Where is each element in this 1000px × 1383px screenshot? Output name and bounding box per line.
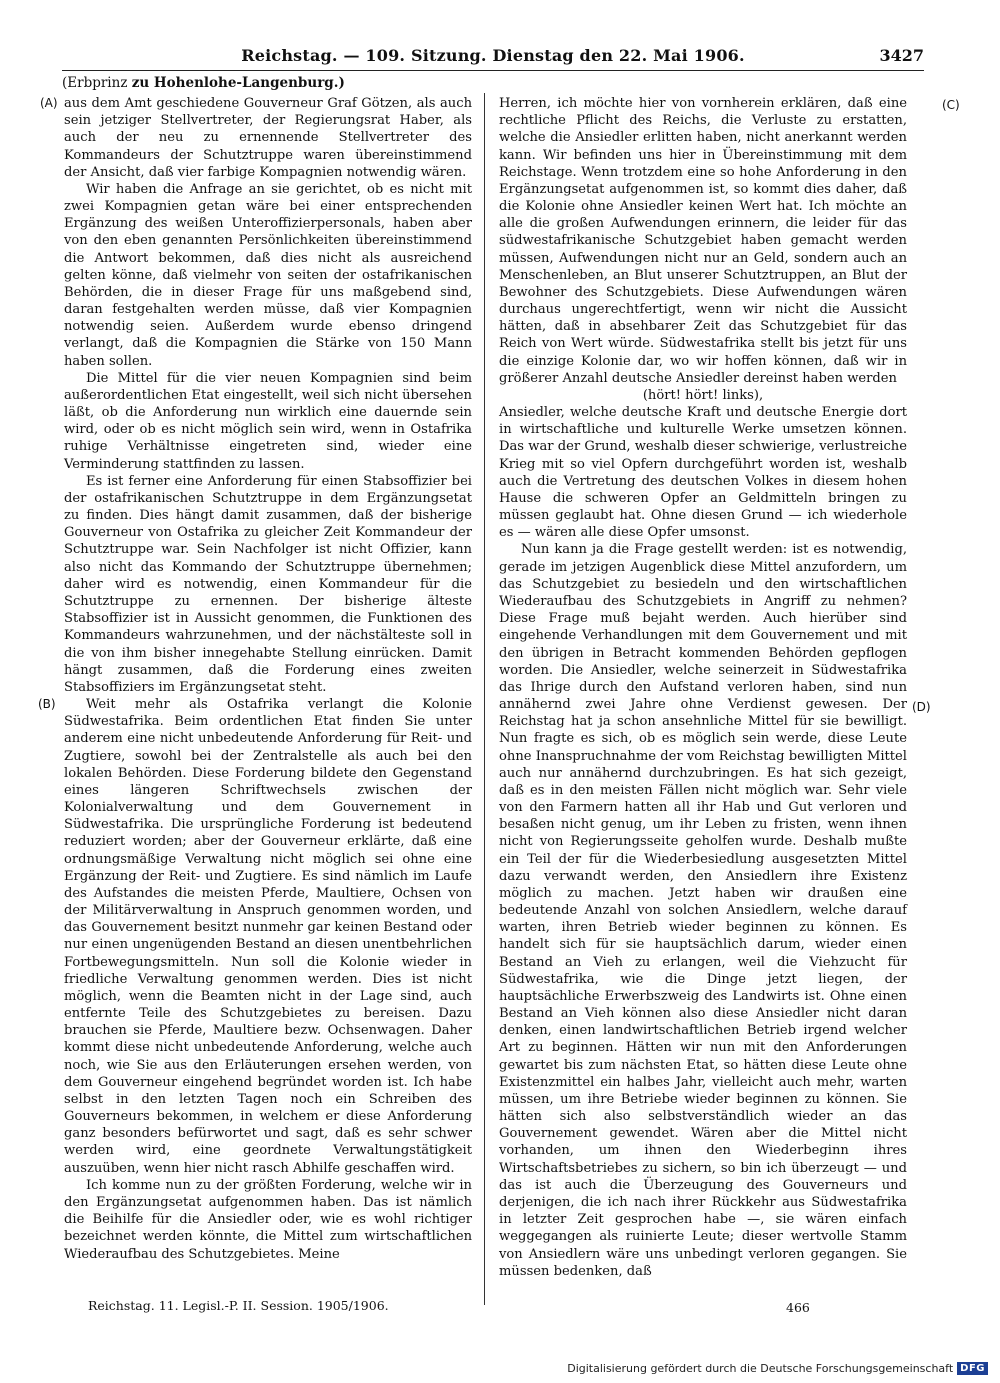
paragraph: Wir haben die Anfrage an sie gerichtet, ob es nicht mit zwei Kompagnien getan wäre bei einer entsprechenden Ergänzung des weißen Unteroffizierpersonals, haben aber von den eben genannten Persönlichkeiten übereinstimmend die Antwort bekommen, daß dies nicht als ausreichend gelten könne, daß vielmehr von seiten der ostafrikanischen Behörden, die in dieser Frage für uns maßgebend sind, daran festgehalten werden müsse, daß vier Kompagnien notwendig seien. Außerdem wurde ebenso dringend verlangt, daß die Kompagnien die Stärke von 150 Mann haben sollen.	[64, 181, 472, 369]
header-title: Reichstag. — 109. Sitzung. Dienstag den 22. Mai 1906.	[241, 46, 745, 65]
paragraph: Die Mittel für die vier neuen Kompagnien sind beim außerordentlichen Etat eingestellt, weil sich nicht übersehen läßt, ob die Anforderung nun wirklich eine dauernde sein wird, oder ob es nicht möglich sein wird, wenn in Ostafrika ruhige Verhältnisse eingetreten sind, wieder eine Verminderung stattfinden zu lassen.	[64, 370, 472, 472]
margin-marker-c: (C)	[942, 98, 960, 112]
digitization-credit	[567, 1362, 988, 1375]
credit-text: Digitalisierung gefördert durch die Deutsche Forschungsgemeinschaft	[567, 1362, 954, 1375]
paragraph: Herren, ich möchte hier von vornherein erklären, daß eine rechtliche Pflicht des Reichs, die Verluste zu erstatten, welche die Ansiedler erlitten haben, nicht anerkannt werden kann. Wir befinden uns hier in Übereinstimmung mit dem Reichstage. Wenn trotzdem eine so hohe Anforderung in den Ergänzungsetat aufgenommen ist, so kommt dies daher, daß die Kolonie ohne Ansiedler keinen Wert hat. Ich möchte an alle die großen Aufwendungen erinnern, die leider für das südwestafrikanische Schutzgebiet haben gemacht werden müssen, Aufwendungen nicht nur an Geld, sondern auch an Menschenleben, an Blut unserer Schutztruppen, an Blut der Bewohner des Schutzgebiets. Diese Aufwendungen wären durchaus ungerechtfertigt, wenn wir nicht die Aussicht hätten, daß in absehbarer Zeit das Schutzgebiet für das Reich von Wert würde. Südwestafrika stellt bis jetzt für uns die einzige Kolonie dar, wo wir hoffen können, daß wir in größerer Anzahl deutsche Ansiedler dereinst haben werden	[499, 96, 907, 386]
paragraph: Ansiedler, welche deutsche Kraft und deutsche Energie dort in wirtschaftliche und kulturelle Werke umsetzen können. Das war der Grund, weshalb dieser schwierige, verlustreiche Krieg mit so viel Opfern durchgeführt worden ist, weshalb auch die Vertretung des deutschen Volkes in diesem hohen Hause die schweren Opfer an Geldmitteln bringen zu müssen geglaubt hat. Ohne diesen Grund — ich wiederhole es — wären alle diese Opfer umsonst.	[499, 405, 907, 541]
margin-marker-a: (A)	[40, 96, 58, 110]
paragraph: aus dem Amt geschiedene Gouverneur Graf Götzen, als auch sein jetziger Stellvertreter, der Regierungsrat Haber, als auch der neu zu ernennende Stellvertreter des Kommandeurs der Schutztruppe waren übereinstimmend der Ansicht, daß vier farbige Kompagnien notwendig wären.	[64, 96, 472, 180]
right-column	[499, 95, 907, 1280]
footer-sheet-number: 466	[786, 1300, 810, 1315]
margin-marker-d: (D)	[912, 700, 931, 714]
page-number: 3427	[879, 46, 924, 65]
speaker-name: zu Hohenlohe-Langenburg.)	[131, 75, 345, 91]
paragraph: Ich komme nun zu der größten Forderung, welche wir in den Ergänzungsetat aufgenommen haben. Das ist nämlich die Beihilfe für die Ansiedler oder, wie es wohl richtiger bezeichnet werden könnte, die Mittel zum wirtschaftlichen Wiederaufbau des Schutzgebietes. Meine	[64, 1177, 472, 1262]
paragraph: Nun kann ja die Frage gestellt werden: ist es notwendig, gerade im jetzigen Augenblick diese Mittel anzufordern, um das Schutzgebiet zu besiedeln und den wirtschaftlichen Wiederaufbau des Schutzgebiets in Angriff zu nehmen? Diese Frage muß bejaht werden. Auch hierüber sind eingehende Verhandlungen mit dem Gouvernement und mit den übrigen in Betracht kommenden Behörden gepflogen worden. Die Ansiedler, welche seinerzeit in Südwestafrika das Ihrige durch den Aufstand verloren haben, sind nun annähernd zwei Jahre ohne Verdienst gewesen. Der Reichstag hat ja schon ansehnliche Mittel für sie bewilligt. Nun fragte es sich, ob es möglich sein werde, diese Leute ohne Inanspruchnahme der vom Reichstag bewilligten Mittel auch nur annähernd durchzubringen. Es hat sich gezeigt, daß es in den meisten Fällen nicht möglich war. Sehr viele von den Farmern hatten all ihr Hab und Gut verloren und besaßen nicht genug, um ihr Leben zu fristen, wenn ihnen nicht von Regierungsseite geholfen wurde. Deshalb mußte ein Teil der für die Wiederbesiedlung ausgesetzten Mittel dazu verwandt werden, den Ansiedlern ihre Existenz möglich zu machen. Jetzt haben wir draußen eine bedeutende Anzahl von solchen Ansiedlern, welche darauf warten, ihren Betrieb wieder beginnen zu können. Es handelt sich für sie hauptsächlich darum, wieder einen Bestand an Vieh zu erlangen, weil die Viehzucht für Südwestafrika, wie die Dinge jetzt liegen, der hauptsächliche Erwerbszweig des Landwirts ist. Ohne einen Bestand an Vieh können also diese Ansiedler nicht daran denken, einen landwirtschaftlichen Betrieb irgend welcher Art zu beginnen. Hätten wir nun mit den Anforderungen gewartet bis zum nächsten Etat, so hätten diese Leute ohne Existenzmittel ein halbes Jahr, vielleicht auch mehr, warten müssen, um ihre Betriebe wieder beginnen zu können. Sie hätten sich also selbstverständlich wieder an das Gouvernement gewendet. Wären aber die Mittel nicht vorhanden, um ihnen den Wiederbeginn ihres Wirtschaftsbetriebes zu sichern, so bin ich überzeugt — und das ist auch die Überzeugung des Gouverneurs und derjenigen, die ich nach ihrer Rückkehr aus Südwestafrika in letzter Zeit gesprochen habe —, sie wären einfach weggegangen als ruinierte Leute; dieser wertvolle Stamm von Ansiedlern wäre uns unbedingt verloren gegangen. Sie müssen bedenken, daß	[499, 542, 907, 1279]
paragraph: Weit mehr als Ostafrika verlangt die Kolonie Südwestafrika. Beim ordentlichen Etat finden Sie unter anderem eine nicht unbedeutende Anforderung für Reit- und Zugtiere, sowohl bei der Zentralstelle als auch bei den lokalen Behörden. Diese Forderung bildete den Gegenstand eines längeren Schriftwechsels zwischen der Kolonialverwaltung und dem Gouvernement in Südwestafrika. Die ursprüngliche Forderung ist bedeutend reduziert worden; aber der Gouverneur erklärte, daß eine ordnungsmäßige Verwaltung nicht möglich sei ohne eine Ergänzung der Reit- und Zugtiere. Es sind nämlich im Laufe des Aufstandes die meisten Pferde, Maultiere, Ochsen von der Militärverwaltung in Anspruch genommen worden, und das Gouvernement besitzt nunmehr gar keinen Bestand oder nur einen ungenügenden Bestand an diesen unentbehrlichen Fortbewegungsmitteln. Nun soll die Kolonie wieder in friedliche Verwaltung genommen werden. Dies ist nicht möglich, wenn die Beamten nicht in der Lage sind, auch entfernte Teile des Schutzgebietes zu bereisen. Dazu brauchen sie Pferde, Maultiere bezw. Ochsenwagen. Daher kommt diese nicht unbedeutende Anforderung, welche auch noch, wie Sie aus den Erläuterungen ersehen werden, von dem Gouverneur eingehend begründet worden ist. Ich habe selbst in den letzten Tagen noch ein Schreiben des Gouverneurs bekommen, in welchem er diese Anforderung ganz besonders befürwortet und sagt, daß es sehr schwer werden wird, eine geordnete Verwaltungstätigkeit auszuüben, wenn hier nicht rasch Abhilfe geschaffen wird.	[64, 697, 472, 1176]
interjection: (hört! hört! links),	[642, 387, 764, 403]
paragraph: Es ist ferner eine Anforderung für einen Stabsoffizier bei der ostafrikanischen Schutztruppe in dem Ergänzungsetat zu finden. Dies hängt damit zusammen, daß der bisherige Gouverneur von Ostafrika zu gleicher Zeit Kommandeur der Schutztruppe war. Sein Nachfolger ist nicht Offizier, kann also nicht das Kommando der Schutztruppe übernehmen; daher wird es notwendig, einen Kommandeur für die Schutztruppe zu ernennen. Der bisherige älteste Stabsoffizier ist in Aussicht genommen, die Funktionen des Kommandeurs wahrzunehmen, und der nächstälteste soll in die von ihm bisher innegehabte Stellung einrücken. Damit hängt zusammen, daß die Forderung eines zweiten Stabsoffiziers im Ergänzungsetat steht.	[64, 473, 472, 695]
margin-marker-b: (B)	[38, 697, 56, 711]
speaker-line	[62, 74, 345, 92]
left-column	[64, 95, 472, 1263]
page-header	[62, 46, 924, 72]
column-divider	[484, 93, 485, 1305]
speaker-prefix: (Erbprinz	[62, 75, 128, 91]
dfg-logo-icon: DFG	[957, 1362, 988, 1375]
footer-session: Reichstag. 11. Legisl.-P. II. Session. 1905/1906.	[88, 1298, 389, 1313]
header-rule	[62, 70, 924, 71]
